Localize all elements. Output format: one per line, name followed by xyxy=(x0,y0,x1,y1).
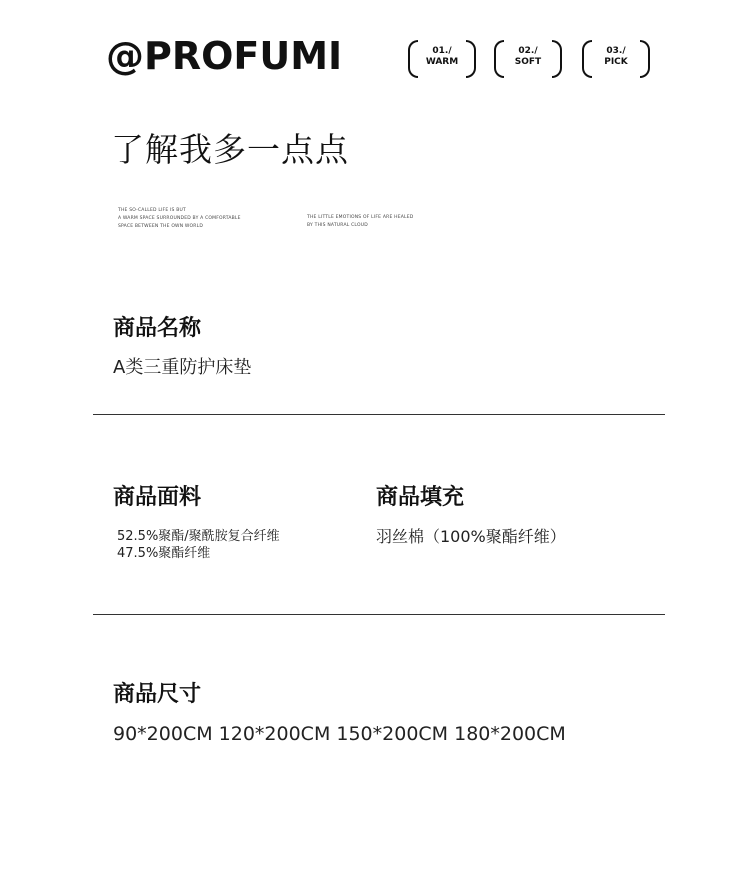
tag-soft xyxy=(494,40,562,74)
divider xyxy=(93,414,665,415)
caption-right xyxy=(307,214,413,230)
caption-line: THE SO-CALLED LIFE IS BUT xyxy=(118,208,186,213)
caption-left xyxy=(118,207,241,231)
filling-label: 商品填充 xyxy=(376,485,465,510)
tag-word: PICK xyxy=(604,57,628,67)
fabric-line: 52.5%聚酯/聚酰胺复合纤维 xyxy=(117,529,280,544)
filling-value: 羽丝棉（100%聚酯纤维） xyxy=(376,527,566,546)
caption-line: A WARM SPACE SURROUNDED BY A COMFORTABLE xyxy=(118,216,241,221)
size-value: 90*200CM 120*200CM 150*200CM 180*200CM xyxy=(113,723,566,745)
caption-line: THE LITTLE EMOTIONS OF LIFE ARE HEALED xyxy=(307,215,414,220)
tag-number: 01./ xyxy=(432,46,452,56)
tag-pick xyxy=(582,40,650,74)
product-name-label: 商品名称 xyxy=(113,316,202,341)
caption-line: BY THIS NATURAL CLOUD xyxy=(307,223,368,228)
intro-headline: 了解我多一点点 xyxy=(111,130,349,169)
product-name-value: A类三重防护床垫 xyxy=(113,357,252,378)
size-label: 商品尺寸 xyxy=(113,682,202,707)
brand-logo: @PROFUMI xyxy=(106,34,343,78)
tag-group xyxy=(408,40,653,74)
tag-word: WARM xyxy=(425,57,459,67)
fabric-label: 商品面料 xyxy=(113,485,202,510)
caption-line: SPACE BETWEEN THE OWN WORLD xyxy=(118,224,203,229)
tag-warm xyxy=(408,40,476,74)
fabric-value xyxy=(117,528,280,562)
tag-word: SOFT xyxy=(514,57,542,67)
divider xyxy=(93,614,665,615)
tag-number: 02./ xyxy=(518,46,538,56)
fabric-line: 47.5%聚酯纤维 xyxy=(117,546,211,561)
tag-number: 03./ xyxy=(606,46,626,56)
